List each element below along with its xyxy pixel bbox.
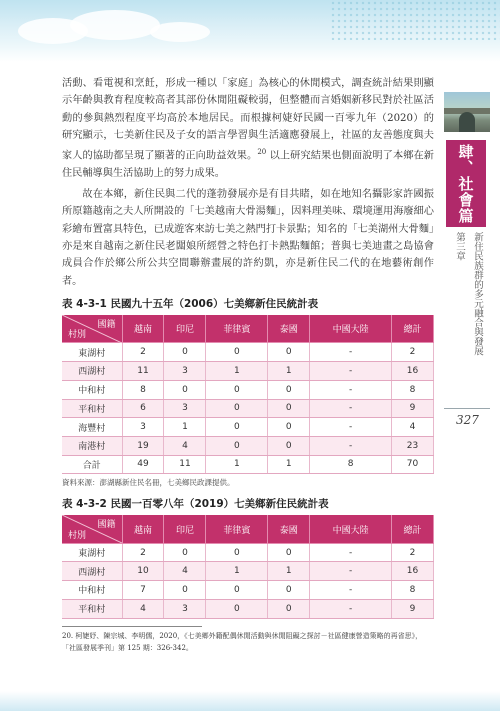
corner-top-label: 國籍 [97,520,116,531]
table-cell: 0 [206,399,268,418]
table2-title: 表 4-3-2 民國一百零八年（2019）七美鄉新住民統計表 [62,498,329,511]
table1-column-header: 越南 [122,315,164,343]
table-cell: 16 [391,362,433,381]
row-label: 東湖村 [62,343,122,362]
row-label: 南港村 [62,436,122,455]
table-cell: 4 [164,436,206,455]
table-cell: - [310,599,392,618]
table-cell: 2 [391,543,433,562]
row-label: 東湖村 [62,543,122,562]
table-cell: - [310,418,392,437]
chapter-label: 第三章 [454,232,465,261]
table-cell: 0 [268,380,310,399]
table2-corner-header [62,515,122,543]
table-cell: 1 [206,362,268,381]
decorative-footer-band [0,691,500,711]
table-cell: - [310,362,392,381]
table-cell: 0 [206,418,268,437]
row-label: 平和村 [62,399,122,418]
footnote: 20. 柯婕妤、陳宗城、李明儒，2020，《七美鄉外籍配偶休閒活動與休閒阻礙之探討－社區健康營造策略的再省思》， 「社區發展季刊」第 125 期：326-342。 [62,632,423,652]
table-cell: 0 [268,599,310,618]
table-cell: 0 [206,436,268,455]
corner-bottom-label: 村別 [68,530,87,541]
main-content [62,75,434,619]
table-cell: 2 [391,343,433,362]
table-row [62,343,434,362]
table-cell: - [310,380,392,399]
table1-title: 表 4-3-1 民國九十五年（2006）七美鄉新住民統計表 [62,297,319,310]
row-label: 海豐村 [62,418,122,437]
table-cell: 0 [206,380,268,399]
table2-column-header: 泰國 [268,515,310,543]
section-tab: 肆、社會篇 [446,140,486,227]
table-cell: 0 [206,543,268,562]
table-row [62,455,434,474]
table-cell: 1 [206,562,268,581]
table-row [62,562,434,581]
row-label: 合計 [62,455,122,474]
table1-column-header: 印尼 [164,315,206,343]
paragraph-text-tail: 以上研究結果也側面說明了本鄉在新住民輔導與生活協助上的努力成果。 [62,150,434,179]
table-row [62,543,434,562]
table-cell: 0 [268,399,310,418]
table-cell: 2 [122,543,164,562]
table-cell: - [310,343,392,362]
table1-header-row [62,315,434,343]
table-cell: 0 [268,543,310,562]
table-cell: 0 [164,343,206,362]
table-cell: 1 [268,362,310,381]
table-cell: - [310,399,392,418]
table2-column-header: 中國大陸 [310,515,392,543]
table-cell: 70 [391,455,433,474]
table1-column-header: 菲律賓 [206,315,268,343]
table-cell: 7 [122,581,164,600]
table-cell: 0 [206,581,268,600]
table-cell: 0 [268,436,310,455]
table1-column-header: 總計 [391,315,433,343]
table-cell: 8 [122,380,164,399]
table-row [62,436,434,455]
city-gate-photo [444,92,490,132]
table-cell: - [310,581,392,600]
table-cell: 4 [391,418,433,437]
table1-corner-header [62,315,122,343]
table-row [62,362,434,381]
row-label: 中和村 [62,380,122,399]
table-cell: 10 [122,562,164,581]
table1-source-note: 資料來源：澎湖縣新住民名冊，七美鄉民政課提供。 [62,478,235,488]
row-label: 平和村 [62,599,122,618]
table1-column-header: 泰國 [268,315,310,343]
table-cell: 23 [391,436,433,455]
row-label: 西湖村 [62,362,122,381]
table-cell: 4 [122,599,164,618]
table-cell: 0 [164,543,206,562]
footnote-reference: 20 [257,148,267,157]
table-cell: 2 [122,343,164,362]
cloud-decoration [150,22,210,42]
table-cell: 8 [310,455,392,474]
table-cell: 0 [206,343,268,362]
table-cell: 8 [391,380,433,399]
body-paragraph-1 [62,75,434,182]
decorative-header-band [0,0,500,62]
table-cell: 9 [391,399,433,418]
table-cell: 0 [268,343,310,362]
table-cell: 1 [268,455,310,474]
table2-column-header: 菲律賓 [206,515,268,543]
table-cell: 8 [391,581,433,600]
table-cell: - [310,436,392,455]
table-row [62,599,434,618]
chapter-title: 新住民族群的多元融合與發展 [472,232,483,356]
cloud-decoration [70,10,160,40]
table-row [62,418,434,437]
table-cell: 1 [164,418,206,437]
table-row [62,581,434,600]
row-label: 中和村 [62,581,122,600]
table1-column-header: 中國大陸 [310,315,392,343]
paragraph-text: 活動、看電視和烹飪，形成一種以「家庭」為核心的休閒模式，調查統計結果則顯示年齡與教育程度較高者其部份休閒阻礙較弱，但整體而言婚姻新移民對於社區活動的參與熱烈程度平均高於本地居民。而根據柯婕妤民國一百零九年（2020）的研究顯示，七美新住民及子女的語言學習與生活適應發展上，社區的友善態度與夫家人的協助都呈現了顯著的正向助益效果。 [62,78,434,162]
table-cell: 3 [164,362,206,381]
table-cell: 1 [268,562,310,581]
table-cell: 16 [391,562,433,581]
table-cell: 0 [268,418,310,437]
table2 [62,515,434,618]
table-cell: - [310,543,392,562]
page-number-divider [444,408,490,409]
table-cell: 1 [206,455,268,474]
footnote-divider [62,626,202,627]
table-cell: 6 [122,399,164,418]
table-cell: 3 [164,399,206,418]
table-cell: 49 [122,455,164,474]
table2-header-row [62,515,434,543]
table-row [62,380,434,399]
table-cell: 4 [164,562,206,581]
table-cell: 19 [122,436,164,455]
corner-top-label: 國籍 [97,319,116,330]
table-cell: 0 [268,581,310,600]
table-cell: 9 [391,599,433,618]
table-cell: - [310,562,392,581]
table2-column-header: 越南 [122,515,164,543]
table2-column-header: 總計 [391,515,433,543]
table-cell: 0 [164,581,206,600]
table-cell: 11 [164,455,206,474]
table-cell: 11 [122,362,164,381]
table2-column-header: 印尼 [164,515,206,543]
page-number: 327 [456,413,479,427]
table-cell: 0 [206,599,268,618]
row-label: 西湖村 [62,562,122,581]
table1 [62,315,434,474]
table-cell: 3 [164,599,206,618]
corner-bottom-label: 村別 [68,330,87,341]
dot-pattern-decoration [330,0,500,40]
table-cell: 0 [164,380,206,399]
body-paragraph-2: 故在本鄉，新住民與二代的蓬勃發展亦是有目共睹，如在地知名攝影家許國振所原籍越南之夫人所開設的「七美越南大骨湯麵」，因料理美味、環境運用海廢細心彩繪布置富具特色，已成遊客來訪七美之熱門打卡景點；知名的「七美湖州大骨麵」亦是來自越南之新住民老闆娘所經營之特色打卡熱點麵館；普與七美迪畫之島協會成員合作於鄉公所公共空間聯辦畫展的許約凱，亦是新住民二代的在地藝術創作者。 [62,189,434,287]
table-cell: 3 [122,418,164,437]
table-row [62,399,434,418]
